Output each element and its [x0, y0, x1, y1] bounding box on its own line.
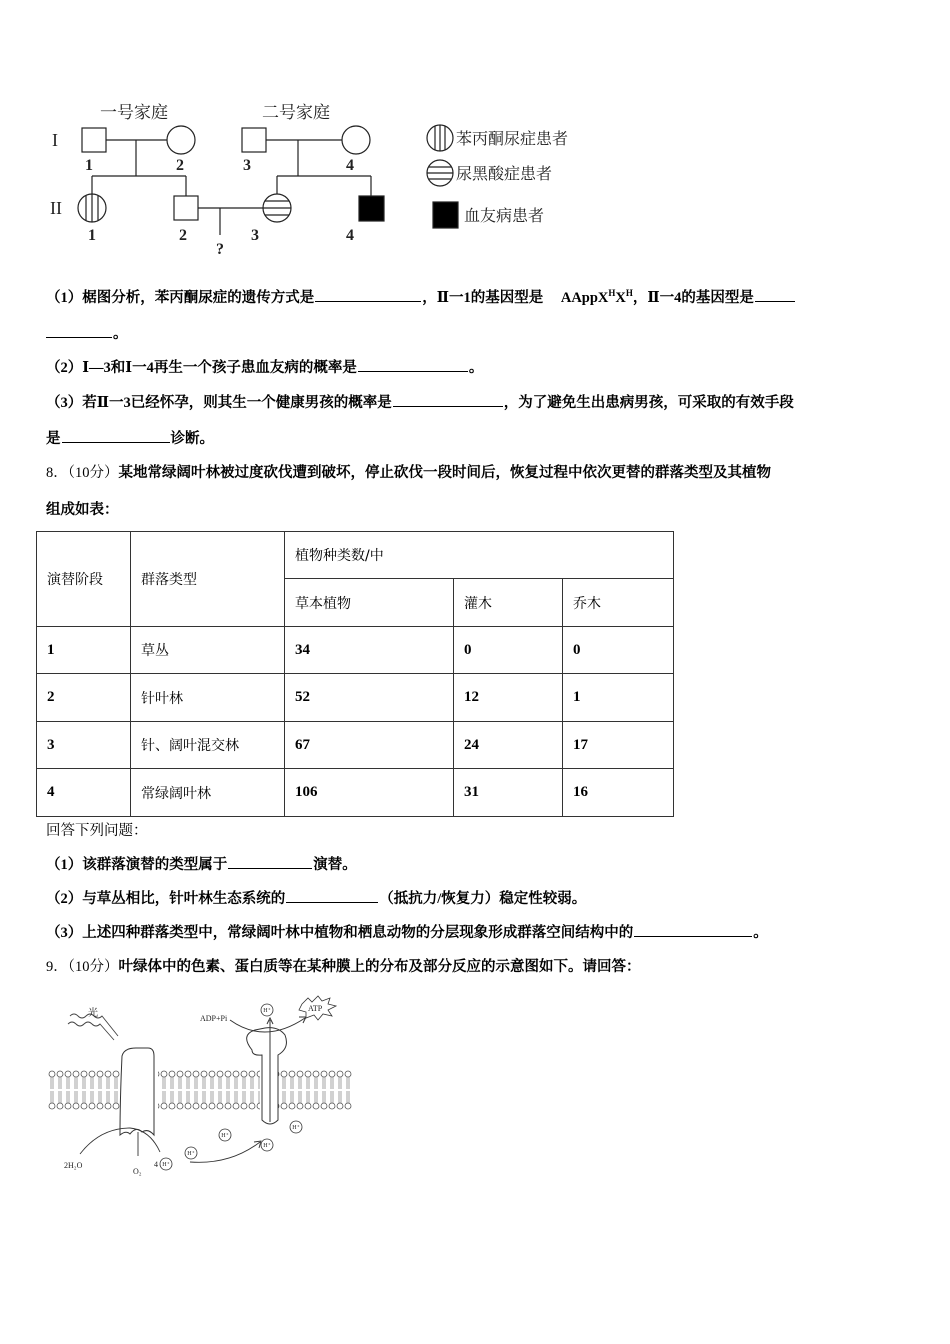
- answer-blank[interactable]: [315, 287, 421, 302]
- svg-text:H⁺: H⁺: [263, 1008, 271, 1014]
- q7-part1-cont: 。: [46, 323, 128, 344]
- answer-blank[interactable]: [634, 922, 752, 937]
- q8-part2: （2）与草丛相比，针叶林生态系统的 （抵抗力/恢复力）稳定性较弱。: [46, 888, 586, 909]
- answer-blank[interactable]: [228, 854, 312, 869]
- answer-blank[interactable]: [62, 428, 170, 443]
- svg-text:H⁺: H⁺: [162, 1162, 170, 1168]
- answer-blank[interactable]: [755, 287, 795, 302]
- table-row: 2 针叶林 52 12 1: [37, 674, 674, 722]
- family-1-label: 一号家庭: [100, 103, 168, 123]
- table-row: 3 针、阔叶混交林 67 24 17: [37, 722, 674, 769]
- family-2-label: 二号家庭: [262, 103, 330, 123]
- oxygen-label: O₂: [133, 1167, 142, 1176]
- q8-part3: （3）上述四种群落类型中，常绿阔叶林中植物和栖息动物的分层现象形成群落空间结构中的 。: [46, 922, 768, 943]
- offspring-unknown: ?: [216, 241, 224, 258]
- water-label: 2H₂O: [64, 1161, 83, 1170]
- q8-part1: （1）该群落演替的类型属于 演替。: [46, 854, 357, 875]
- gen1-id-2: 2: [176, 157, 184, 174]
- header-shrub: 灌木: [454, 579, 563, 627]
- succession-table: [36, 531, 674, 817]
- gen2-id-3: 3: [251, 227, 259, 244]
- gen1-id-3: 3: [243, 157, 251, 174]
- gen1-id-1: 1: [85, 157, 93, 174]
- q9-stem: 9．（10分）叶绿体中的色素、蛋白质等在某种膜上的分布及部分反应的示意图如下。请回答：: [46, 959, 641, 975]
- svg-text:H⁺: H⁺: [221, 1133, 229, 1139]
- gen1-id-4: 4: [346, 157, 354, 174]
- legend-phenylketonuria: 苯丙酮尿症患者: [456, 129, 569, 148]
- header-tree: 乔木: [563, 579, 674, 627]
- header-species-count: 植物种类数/中: [285, 532, 674, 579]
- svg-text:H⁺: H⁺: [292, 1125, 300, 1131]
- thylakoid-membrane-diagram: [40, 990, 370, 1190]
- q7-part2: （2）Ⅰ—3和Ⅰ一4再生一个孩子患血友病的概率是 。: [46, 357, 483, 378]
- q8-stem-cont: 组成如表：: [46, 502, 119, 518]
- q8-stem: 8．（10分）某地常绿阔叶林被过度砍伐遭到破坏，停止砍伐一段时间后，恢复过程中依次更替的群落类型及其植物: [46, 465, 771, 481]
- header-herb: 草本植物: [285, 579, 454, 627]
- legend-hemophilia: 血友病患者: [464, 206, 545, 225]
- generation-1-label: I: [52, 130, 58, 150]
- gen2-id-2: 2: [179, 227, 187, 244]
- adp-label: ADP+Pi: [200, 1014, 228, 1023]
- gen2-id-4: 4: [346, 227, 354, 244]
- generation-2-label: II: [50, 198, 62, 218]
- header-community-type: 群落类型: [131, 532, 285, 627]
- q7-part1: （1）椐图分析，苯丙酮尿症的遗传方式是 ，Ⅱ一1的基因型是 $AAppX^HX^H$，Ⅱ一4的基因型是: [46, 287, 796, 308]
- atp-label: ATP: [308, 1004, 323, 1013]
- gen2-id-1: 1: [88, 227, 96, 244]
- answer-blank[interactable]: [358, 357, 468, 372]
- legend-alkaptonuria: 尿黑酸症患者: [456, 164, 553, 183]
- answer-blank[interactable]: [46, 323, 112, 338]
- light-label: 光: [88, 1008, 98, 1019]
- table-row: 1 草丛 34 0 0: [37, 627, 674, 674]
- pedigree-diagram: [40, 90, 610, 260]
- svg-text:H⁺: H⁺: [263, 1143, 271, 1149]
- table-row: 4 常绿阔叶林 106 31 16: [37, 769, 674, 817]
- svg-text:H⁺: H⁺: [187, 1151, 195, 1157]
- q7-part3-cont: 是 诊断。: [46, 428, 214, 449]
- answer-blank[interactable]: [286, 888, 378, 903]
- four-label: 4: [154, 1160, 158, 1169]
- header-stage: 演替阶段: [37, 532, 131, 627]
- answer-blank[interactable]: [393, 392, 503, 407]
- genotype-II-1: $AAppX^HX^H$: [560, 288, 633, 306]
- answer-intro: 回答下列问题：: [46, 823, 148, 839]
- q7-part3: （3）若Ⅱ一3已经怀孕，则其生一个健康男孩的概率是 ，为了避免生出患病男孩，可采取的有效手段: [46, 392, 794, 413]
